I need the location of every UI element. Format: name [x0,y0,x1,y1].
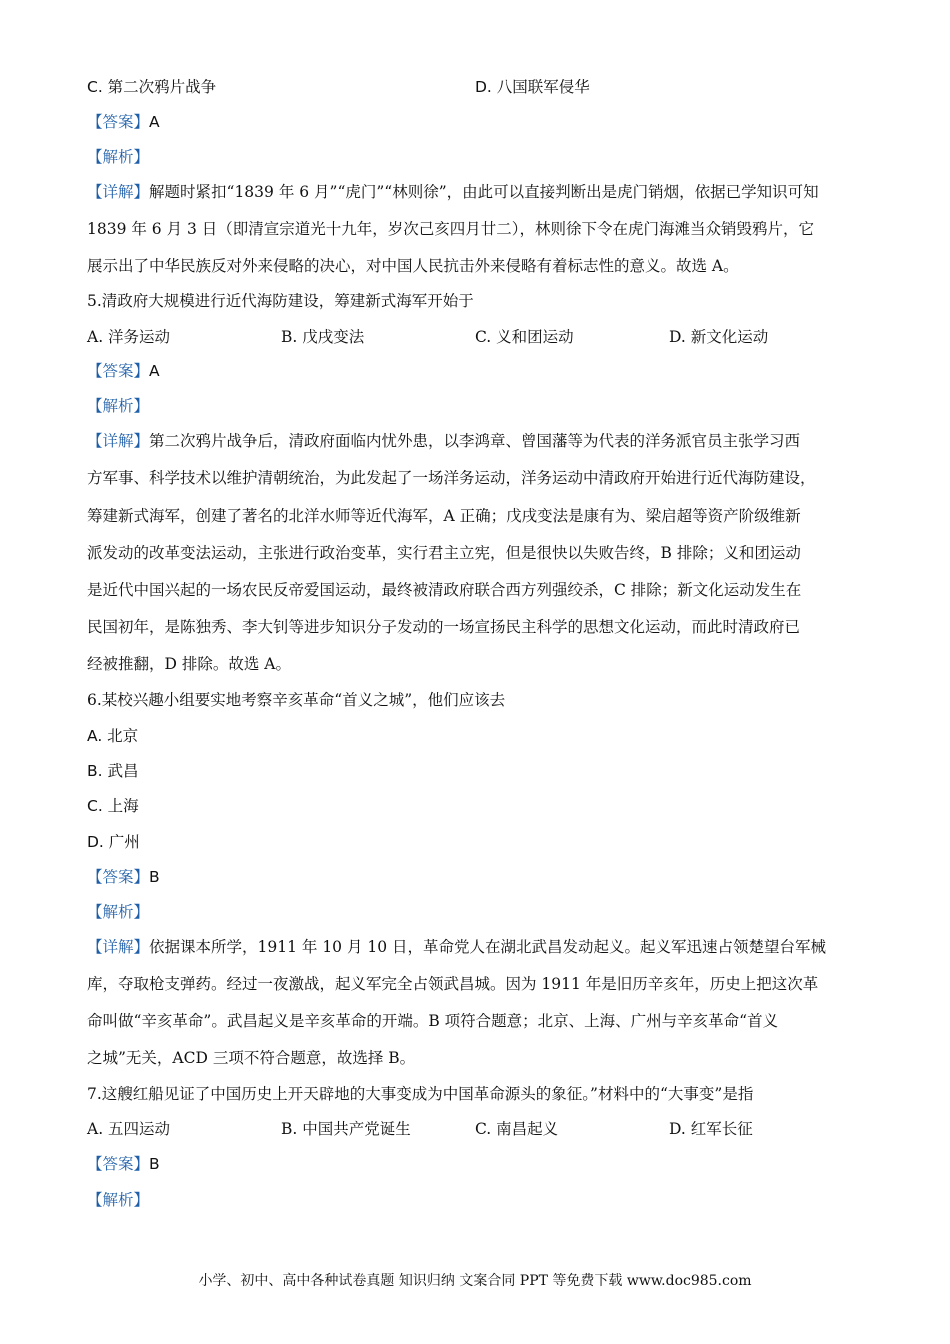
q7-option-b: B. 中国共产党诞生 [281,1120,411,1138]
answer-line: 【答案】B [87,868,160,886]
question-6: 6.某校兴趣小组要实地考察辛亥革命“首义之城”，他们应该去 [87,691,506,709]
question-7: 7.这艘红船见证了中国历史上开天辟地的大事变成为中国革命源头的象征。”材料中的“大事变”是指 [87,1085,754,1103]
answer-line: 【答案】B [87,1155,160,1173]
q5-option-d: D. 新文化运动 [669,328,769,346]
q7-option-c: C. 南昌起义 [475,1120,559,1138]
detail-tag: 【详解】 [87,183,150,201]
detail-line: 【详解】第二次鸦片战争后，清政府面临内忧外患，以李鸿章、曾国藩等为代表的洋务派官员主张学习西 [87,432,801,450]
analysis-tag: 【解析】 [87,397,150,415]
option-d: D. 八国联军侵华 [475,78,590,96]
answer-value: B [149,868,160,886]
detail-line: 是近代中国兴起的一场农民反帝爱国运动，最终被清政府联合西方列强绞杀，C 排除；新文化运动发生在 [87,581,802,599]
detail-line: 民国初年，是陈独秀、李大钊等进步知识分子发动的一场宣扬民主科学的思想文化运动，而此时清政府已 [87,618,801,636]
page-footer: 小学、初中、高中各种试卷真题 知识归纳 文案合同 PPT 等免费下载 www.doc985.com [198,1273,752,1289]
q7-option-d: D. 红军长征 [669,1120,753,1138]
detail-line: 方军事、科学技术以维护清朝统治，为此发起了一场洋务运动，洋务运动中清政府开始进行近代海防建设， [87,469,816,487]
detail-line: 【详解】解题时紧扣“1839 年 6 月”“虎门”“林则徐”，由此可以直接判断出是虎门销烟，依据已学知识可知 [87,183,819,201]
q6-option-b: B. 武昌 [87,762,139,780]
analysis-tag: 【解析】 [87,1191,150,1209]
question-5: 5.清政府大规模进行近代海防建设，筹建新式海军开始于 [87,292,474,310]
detail-line: 库，夺取枪支弹药。经过一夜激战，起义军完全占领武昌城。因为 1911 年是旧历辛亥年，历史上把这次革 [87,975,819,993]
q6-option-c: C. 上海 [87,797,139,815]
q6-option-a: A. 北京 [87,727,139,745]
detail-line: 【详解】依据课本所学，1911 年 10 月 10 日，革命党人在湖北武昌发动起义。起义军迅速占领楚望台军械 [87,938,827,956]
analysis-tag: 【解析】 [87,148,150,166]
answer-value: A [149,113,160,131]
q5-option-c: C. 义和团运动 [475,328,574,346]
q5-option-b: B. 戊戌变法 [281,328,365,346]
answer-line: 【答案】A [87,362,160,380]
answer-value: A [149,362,160,380]
detail-line: 派发动的改革变法运动，主张进行政治变革，实行君主立宪，但是很快以失败告终，B 排除；义和团运动 [87,544,801,562]
answer-line [87,112,160,132]
detail-line: 1839 年 6 月 3 日（即清宣宗道光十九年，岁次己亥四月廿二），林则徐下令在虎门海滩当众销毁鸦片，它 [87,220,815,238]
answer-tag: 【答案】 [87,113,150,131]
detail-line: 展示出了中华民族反对外来侵略的决心，对中国人民抗击外来侵略有着标志性的意义。故选 A。 [87,257,739,275]
detail-line: 之城”无关，ACD 三项不符合题意，故选择 B。 [87,1049,416,1067]
q6-option-d: D. 广州 [87,833,140,851]
q5-option-a: A. 洋务运动 [87,328,171,346]
q7-option-a: A. 五四运动 [87,1120,171,1138]
detail-line: 筹建新式海军，创建了著名的北洋水师等近代海军，A 正确；戊戌变法是康有为、梁启超等资产阶级维新 [87,507,801,525]
analysis-tag: 【解析】 [87,903,150,921]
option-c: C. 第二次鸦片战争 [87,78,217,96]
answer-value: B [149,1155,160,1173]
detail-line: 命叫做“辛亥革命”。武昌起义是辛亥革命的开端。B 项符合题意；北京、上海、广州与辛亥革命“首义 [87,1012,779,1030]
detail-line: 经被推翻，D 排除。故选 A。 [87,655,291,673]
